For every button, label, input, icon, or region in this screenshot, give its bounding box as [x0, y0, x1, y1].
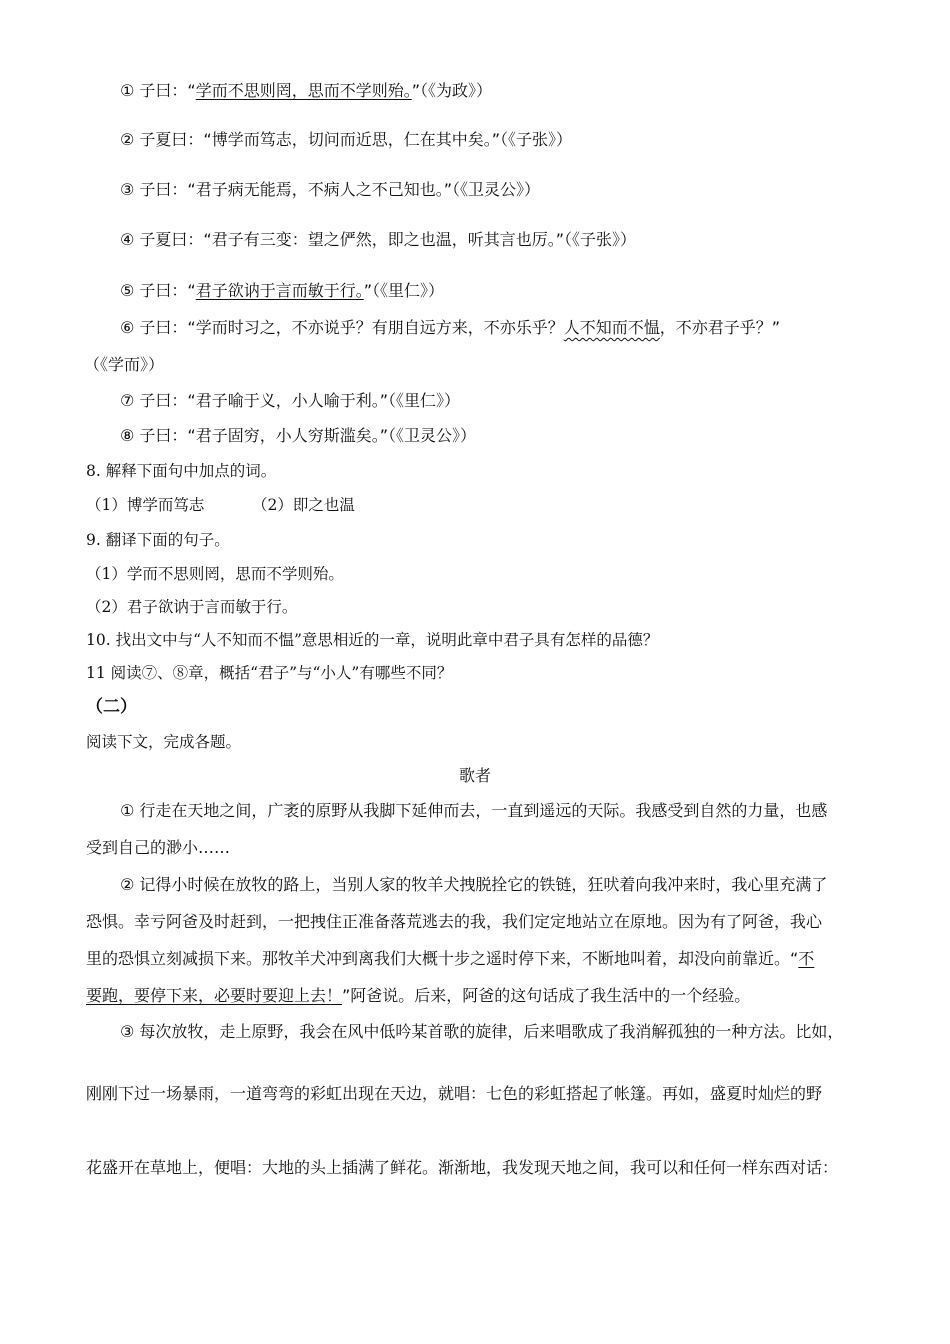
question-10: 10. 找出文中与“人不知而不愠”意思相近的一章，说明此章中君子具有怎样的品德？	[86, 631, 659, 649]
question-8-item-2: （2）即之也温	[252, 496, 355, 514]
paragraph-3-line-3: 花盛开在草地上，便唱：大地的头上插满了鲜花。渐渐地，我发现天地之间，我可以和任何一样东西对话：	[86, 1158, 839, 1177]
wavy-underlined-phrase: 人不知而不愠	[563, 318, 660, 337]
paragraph-1-line-1: ① 行走在天地之间，广袤的原野从我脚下延伸而去，一直到遥远的天际。我感受到自然的力量，也感	[120, 801, 828, 820]
underlined-sentence: 君子欲讷于言而敏于行。	[195, 281, 364, 300]
paragraph-3-line-2: 刚刚下过一场暴雨，一道弯弯的彩虹出现在天边，就唱：七色的彩虹搭起了帐篷。再如，盛夏时灿烂的野	[86, 1084, 823, 1103]
paragraph-3-line-1: ③ 每次放牧，走上原野，我会在风中低吟某首歌的旋律，后来唱歌成了我消解孤独的一种方法。比如，	[120, 1022, 844, 1041]
section-heading: （二）	[86, 697, 137, 717]
question-8: 8. 解释下面句中加点的词。	[86, 462, 277, 480]
paragraph-1-line-2: 受到自己的渺小……	[86, 838, 231, 857]
analect-7: ⑦ 子曰：“君子喻于义，小人喻于利。”（《里仁》）	[120, 391, 461, 410]
analect-4: ④ 子夏曰：“君子有三变：望之俨然，即之也温，听其言也厉。”（《子张》）	[120, 230, 637, 249]
question-9-item-1: （1）学而不思则罔，思而不学则殆。	[86, 565, 344, 583]
analect-6: ⑥ 子曰：“学而时习之，不亦说乎？有朋自远方来，不亦乐乎？人不知而不愠，不亦君子乎？”	[120, 318, 781, 337]
analect-5: ⑤ 子曰：“君子欲讷于言而敏于行。”（《里仁》）	[120, 281, 445, 300]
analect-1: ① 子曰：“学而不思则罔，思而不学则殆。”（《为政》）	[120, 81, 493, 100]
analect-6-source: （《学而》）	[84, 355, 165, 374]
paragraph-2-line-4: 要跑，要停下来，必要时要迎上去！”阿爸说。后来，阿爸的这句话成了我生活中的一个经验。	[86, 986, 751, 1005]
underlined-quote-start: 不	[798, 949, 815, 968]
underlined-quote: 要跑，要停下来，必要时要迎上去！	[86, 986, 343, 1005]
question-8-item-1: （1）博学而笃志	[86, 496, 205, 514]
analect-8: ⑧ 子曰：“君子固穷，小人穷斯滥矣。”（《卫灵公》）	[120, 426, 477, 445]
reading-instruction: 阅读下文，完成各题。	[86, 733, 242, 751]
analect-3: ③ 子曰：“君子病无能焉，不病人之不己知也。”（《卫灵公》）	[120, 180, 541, 199]
paragraph-2-line-1: ② 记得小时候在放牧的路上，当别人家的牧羊犬拽脱拴它的铁链，狂吠着向我冲来时，我心里充满了	[120, 875, 828, 894]
underlined-sentence: 学而不思则罔，思而不学则殆。	[195, 81, 412, 100]
question-9: 9. 翻译下面的句子。	[86, 531, 230, 549]
paragraph-2-line-3: 里的恐惧立刻减损下来。那牧羊犬冲到离我们大概十步之遥时停下来，不断地叫着，却没向前靠近。“不	[86, 949, 815, 968]
question-11: 11 阅读⑦、⑧章，概括“君子”与“小人”有哪些不同？	[86, 664, 453, 682]
paragraph-2-line-2: 恐惧。幸亏阿爸及时赶到，一把拽住正准备落荒逃去的我，我们定定地站立在原地。因为有了阿爸，我心	[86, 912, 823, 931]
article-title: 歌者	[459, 766, 492, 785]
question-9-item-2: （2）君子欲讷于言而敏于行。	[86, 598, 298, 616]
analect-2: ② 子夏曰：“博学而笃志，切问而近思，仁在其中矣。”（《子张》）	[120, 130, 573, 149]
